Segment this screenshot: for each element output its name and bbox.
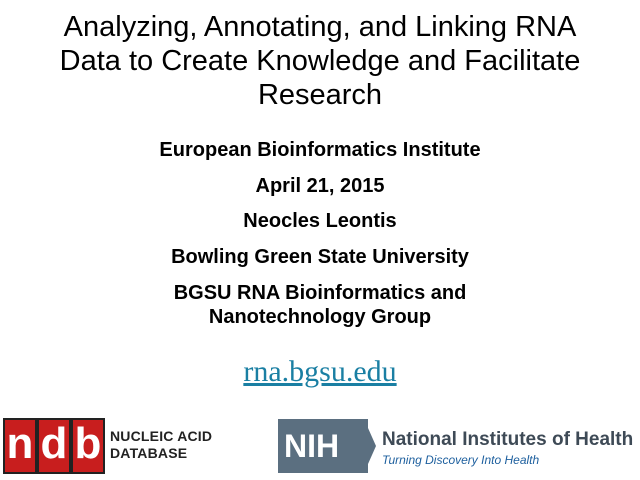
ndb-text-line: NUCLEIC ACID: [110, 428, 213, 444]
ndb-letter-n: n: [3, 418, 37, 474]
title-line: Research: [257, 79, 383, 111]
ndb-letter-b: b: [71, 418, 105, 474]
title-line: Data to Create Knowledge and Facilitate: [59, 45, 581, 77]
nih-abbr: NIH: [278, 419, 368, 473]
university-name: Bowling Green State University: [171, 246, 469, 268]
group-line: BGSU RNA Bioinformatics and: [173, 282, 467, 304]
nih-tagline: Turning Discovery Into Health: [382, 453, 540, 467]
presenter-name: Neocles Leontis: [243, 210, 397, 232]
ndb-logo: [3, 414, 213, 476]
ndb-text-line: DATABASE: [110, 445, 188, 461]
institute-name: European Bioinformatics Institute: [159, 139, 481, 161]
ndb-letter-d: d: [37, 418, 71, 474]
nih-name: National Institutes of Health: [382, 429, 634, 450]
group-name: [0, 281, 640, 329]
nih-logo: [278, 419, 634, 473]
website-link[interactable]: rna.bgsu.edu: [243, 355, 397, 388]
title-line: Analyzing, Annotating, and Linking RNA: [63, 11, 577, 43]
presentation-date: April 21, 2015: [255, 175, 385, 197]
group-line: Nanotechnology Group: [208, 306, 432, 328]
slide-title: [10, 10, 630, 112]
nih-chevron-icon: [354, 419, 376, 473]
ndb-text: [110, 428, 212, 462]
